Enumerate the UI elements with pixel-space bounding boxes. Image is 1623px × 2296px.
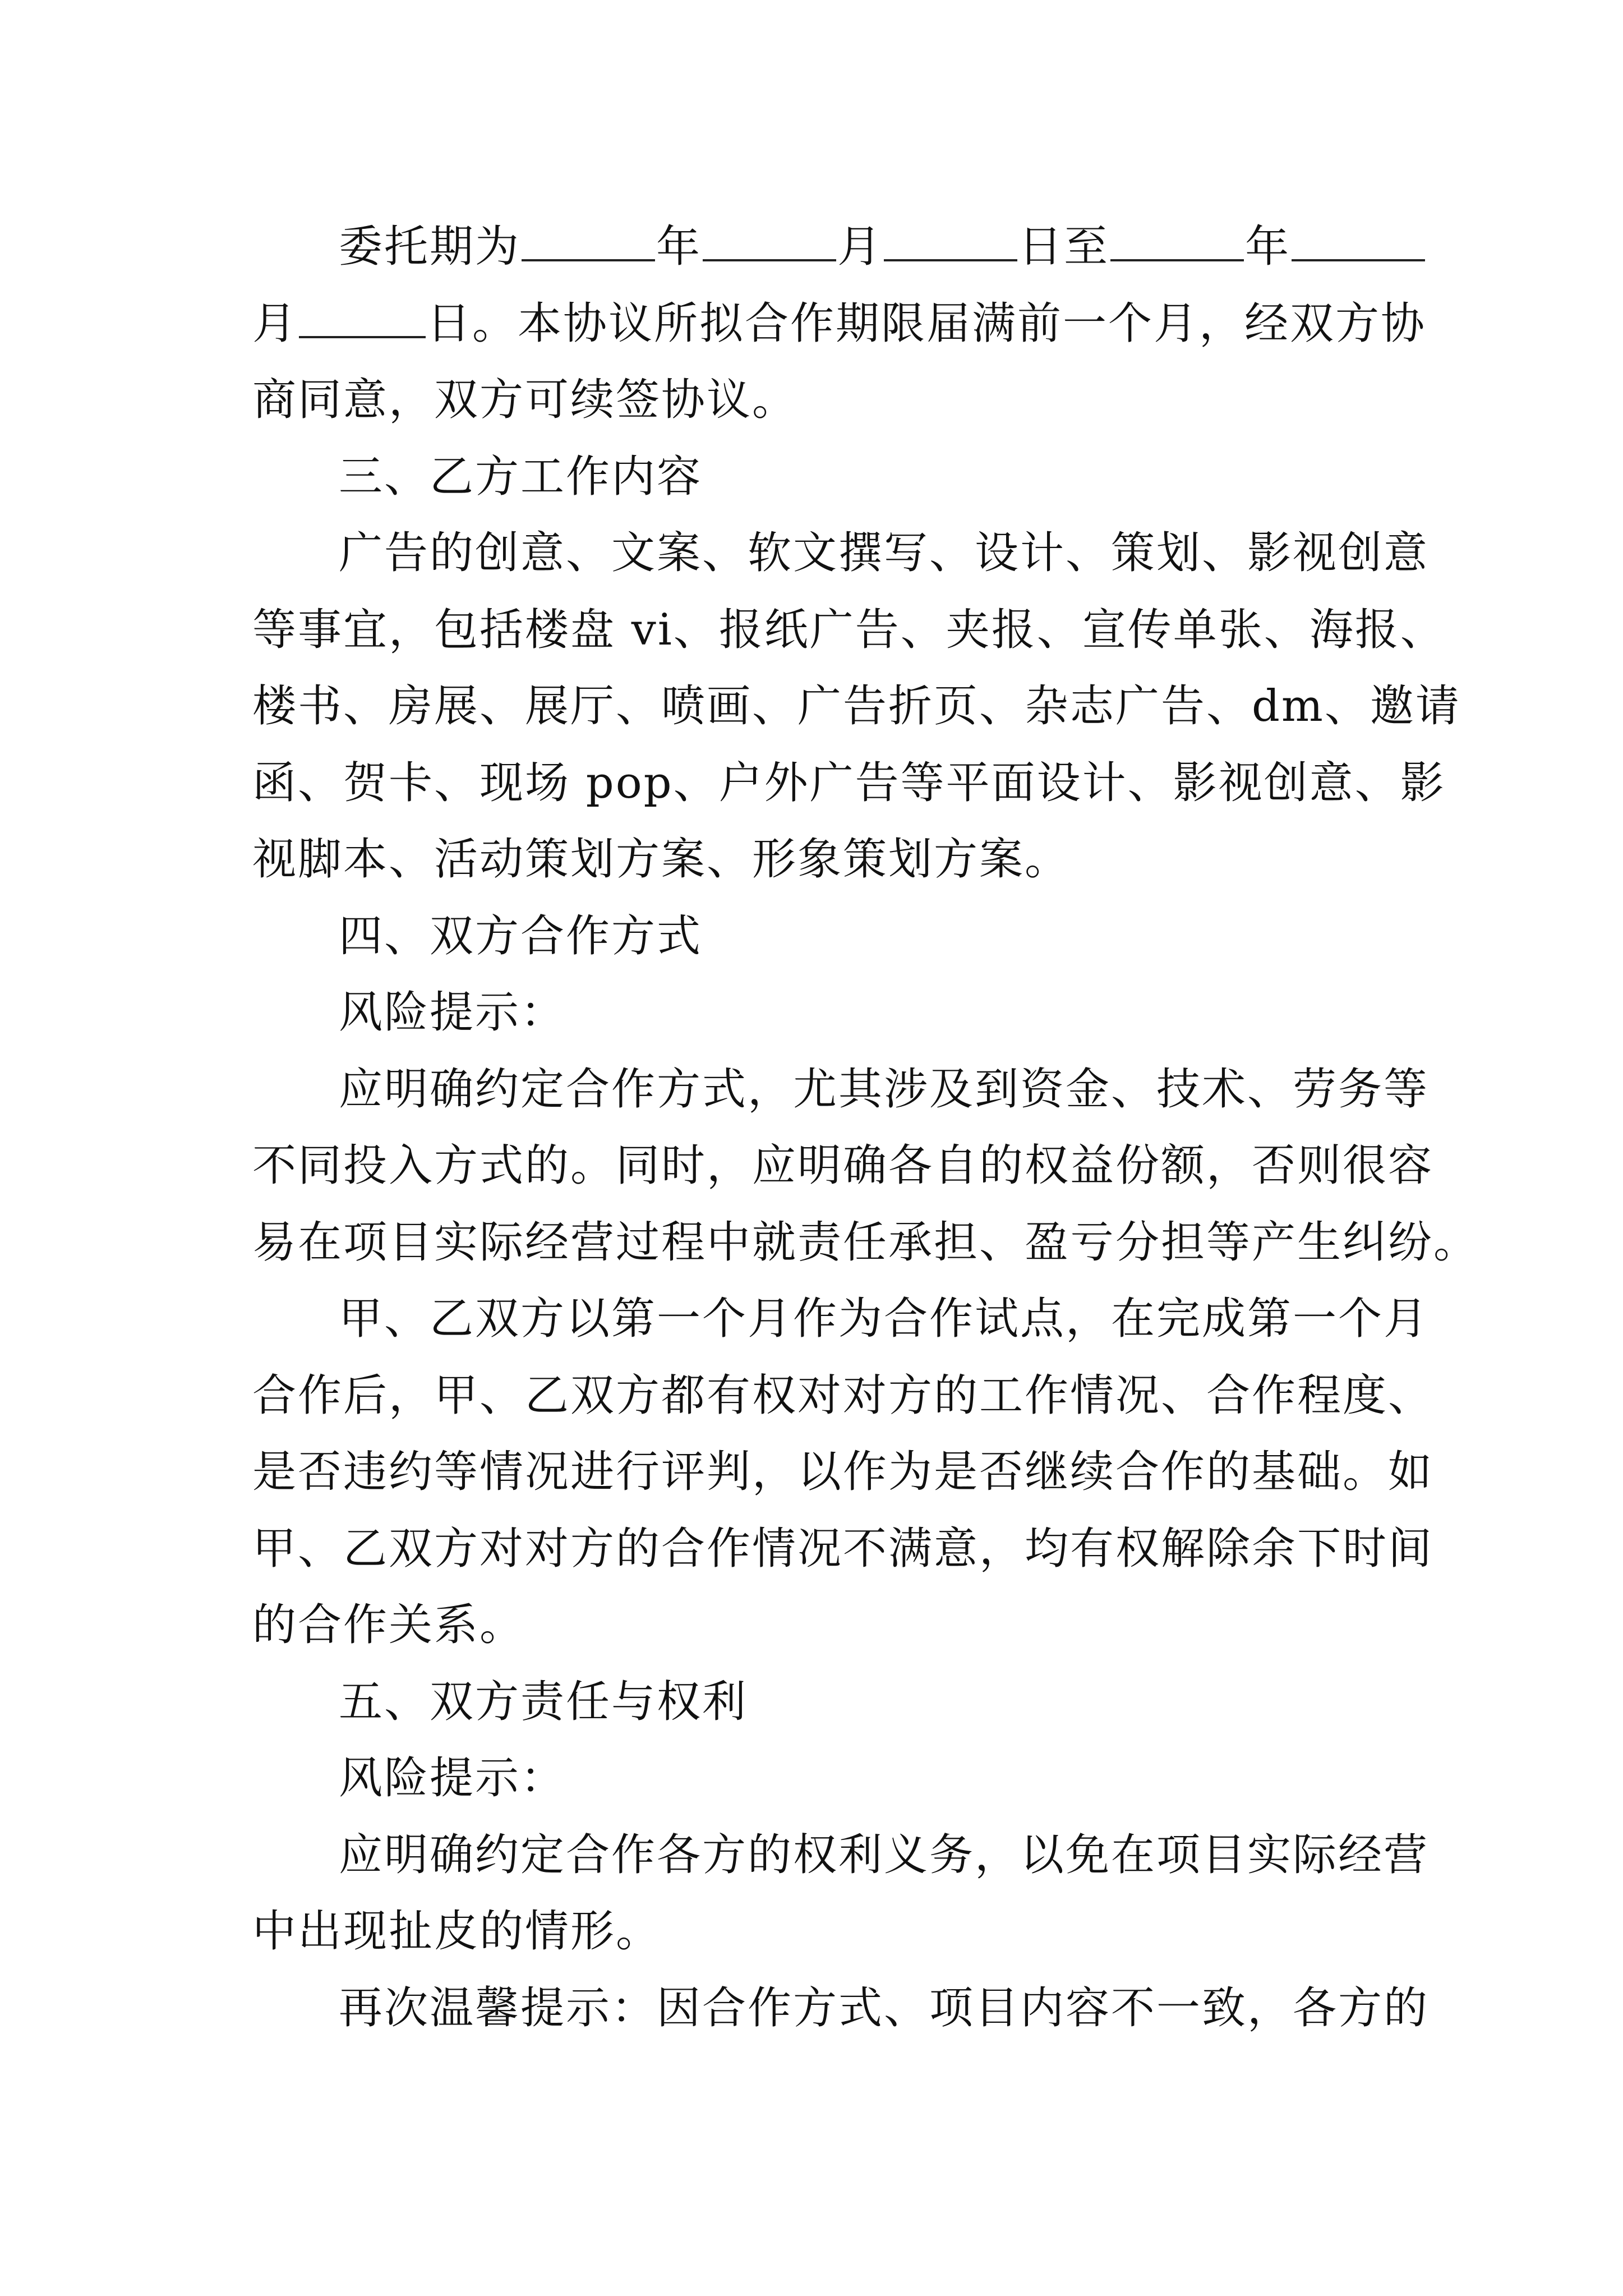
section-heading-5: 五、双方责任与权利	[339, 1676, 748, 1727]
fill-in-blank-month-end[interactable]	[1292, 222, 1425, 261]
text-segment: 年	[1245, 222, 1291, 272]
paragraph-line: 商同意，双方可续签协议。	[252, 375, 798, 425]
paragraph-line-term-period	[252, 209, 1391, 286]
paragraph-line-term-period-cont	[252, 286, 1427, 362]
paragraph-line: 是否违约等情况进行评判，以作为是否继续合作的基础。如	[252, 1447, 1434, 1497]
fill-in-blank-day-end[interactable]	[299, 299, 426, 338]
text-segment: 年	[656, 222, 702, 272]
paragraph-line: 易在项目实际经营过程中就责任承担、盈亏分担等产生纠纷。	[252, 1217, 1479, 1268]
fill-in-blank-month-start[interactable]	[703, 222, 836, 261]
paragraph-line: 再次温馨提示：因合作方式、项目内容不一致，各方的	[339, 1982, 1430, 2033]
text-segment: 委托期为	[339, 222, 521, 272]
paragraph-line: 函、贺卡、现场 pop、户外广告等平面设计、影视创意、影	[252, 757, 1446, 808]
text-segment: 日至	[1018, 222, 1110, 272]
paragraph-line: 中出现扯皮的情形。	[252, 1906, 662, 1957]
section-heading-4: 四、双方合作方式	[339, 910, 703, 961]
paragraph-line: 甲、乙双方以第一个月作为合作试点，在完成第一个月	[339, 1294, 1430, 1344]
paragraph-line: 广告的创意、文案、软文撰写、设计、策划、影视创意	[339, 528, 1430, 578]
fill-in-blank-day-start[interactable]	[884, 222, 1017, 261]
document-body	[252, 209, 1479, 2046]
risk-notice-label: 风险提示：	[339, 1753, 566, 1803]
paragraph-line: 的合作关系。	[252, 1600, 525, 1650]
paragraph-line: 不同投入方式的。同时，应明确各自的权益份额，否则很容	[252, 1140, 1434, 1191]
fill-in-blank-year-end[interactable]	[1110, 222, 1244, 261]
paragraph-line: 应明确约定合作方式，尤其涉及到资金、技术、劳务等	[339, 1064, 1430, 1115]
section-heading-3: 三、乙方工作内容	[339, 451, 703, 502]
fill-in-blank-year-start[interactable]	[522, 222, 655, 261]
text-segment: 月	[252, 298, 298, 349]
paragraph-line: 应明确约定合作各方的权利义务，以免在项目实际经营	[339, 1829, 1430, 1880]
paragraph-line: 视脚本、活动策划方案、形象策划方案。	[252, 834, 1071, 885]
risk-notice-label: 风险提示：	[339, 987, 566, 1038]
paragraph-line: 合作后，甲、乙双方都有权对对方的工作情况、合作程度、	[252, 1370, 1434, 1421]
paragraph-line: 楼书、房展、展厅、喷画、广告折页、杂志广告、dm、邀请	[252, 681, 1461, 731]
text-segment: 月	[837, 222, 883, 272]
text-segment: 日。本协议所拟合作期限届满前一个月，经双方协	[427, 298, 1427, 349]
paragraph-line: 甲、乙双方对对方的合作情况不满意，均有权解除余下时间	[252, 1523, 1434, 1574]
paragraph-line: 等事宜，包括楼盘 vi、报纸广告、夹报、宣传单张、海报、	[252, 604, 1446, 655]
